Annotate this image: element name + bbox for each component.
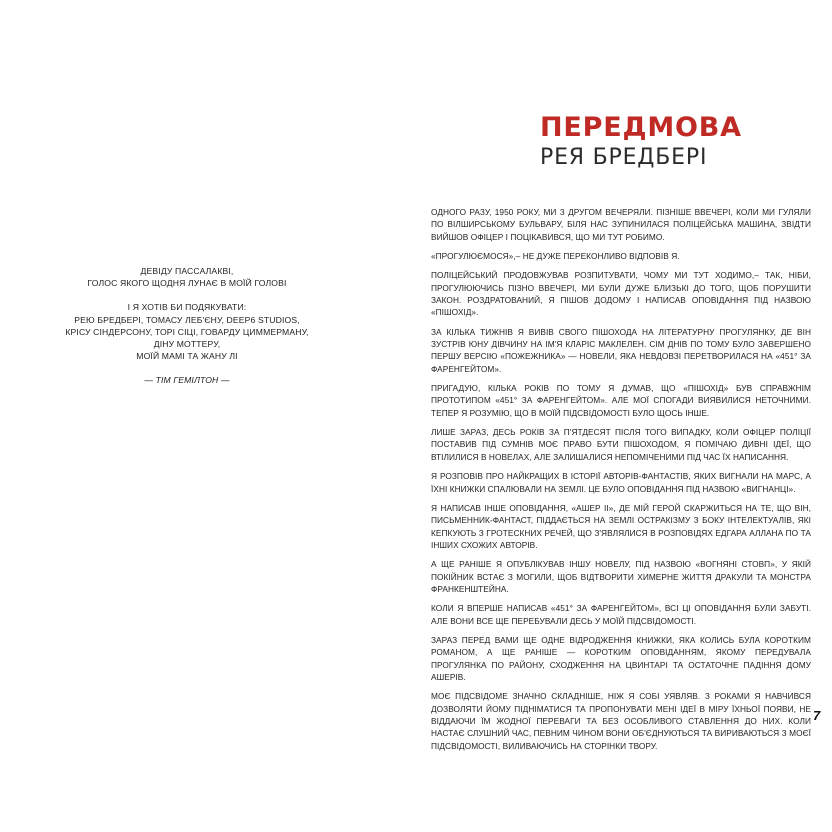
preface-paragraph: ЗАРАЗ ПЕРЕД ВАМИ ЩЕ ОДНЕ ВІДРОДЖЕННЯ КНИЖКИ, ЯКА КОЛИСЬ БУЛА КОРОТКИМ РОМАНОМ, А ЩЕ РАНІШЕ — КОРОТКИМ ОПОВІДАННЯМ, ЯКОМУ ПЕРЕДУВАЛА ПРОГУЛЯНКА ПО РАЙОНУ, СХОДЖЕННЯ НА ЦВИНТАРІ ТА ОСТАТОЧНЕ ПАДІННЯ ДОМУ АШЕРІВ. [431,634,811,682]
page-number: 7 [813,708,821,723]
acknowledgement-line: КРІСУ СІНДЕРСОНУ, ТОРІ СІЦІ, ГОВАРДУ ЦИММЕРМАНУ, [65,326,309,337]
preface-paragraph: ЛИШЕ ЗАРАЗ, ДЕСЬ РОКІВ ЗА П'ЯТДЕСЯТ ПІСЛЯ ТОГО ВИПАДКУ, КОЛИ ОФІЦЕР ПОЛІЦІЇ ПОСТАВИВ ПІД СУМНІВ МОЄ ПРАВО БУТИ ПІШОХОДОМ, Я ПОМІЧАЮ ДИВНІ ІДЕЇ, ЩО ВТІЛИЛИСЯ В НОВЕЛАХ, АЛЕ ЗАЛИШАЛИСЯ НЕПОМІЧЕНИМИ ПІД ЧАС ЇХ НАПИСАННЯ. [431,427,811,462]
acknowledgement-line: ДІНУ МОТТЕРУ, [153,339,221,350]
acknowledgement-line: І Я ХОТІВ БИ ПОДЯКУВАТИ: [127,302,247,313]
preface-paragraph: «ПРОГУЛЮЄМОСЯ»,– НЕ ДУЖЕ ПЕРЕКОНЛИВО ВІДПОВІВ Я. [431,251,680,262]
preface-paragraph: КОЛИ Я ВПЕРШЕ НАПИСАВ «451° ЗА ФАРЕНГЕЙТОМ», ВСІ ЦІ ОПОВІДАННЯ БУЛИ ЗАБУТІ. АЛЕ ВОНИ ВСЕ ЩЕ ПЕРЕБУВАЛИ ДЕСЬ У МОЇЙ ПІДСВІДОМОСТІ. [431,603,811,626]
preface-paragraph: Я НАПИСАВ ІНШЕ ОПОВІДАННЯ, «АШЕР ІІ», ДЕ МІЙ ГЕРОЙ СКАРЖИТЬСЯ НА ТЕ, ЩО ВІН, ПИСЬМЕННИК-ФАНТАСТ, ПІДДАЄТЬСЯ НА ЗЕМЛІ ОСТРАКІЗМУ З БОКУ ІНТЕЛЕКТУАЛІВ, ЯКІ КЕПКУЮТЬ З ГРОТЕСКНИХ РЕЧЕЙ, ЩО З'ЯВЛЯЛИСЯ В РОЗПОВІДЯХ ЕДГАРА АЛЛАНА ПО ТА ІНШИХ СХОЖИХ АВТОРІВ. [431,502,811,550]
dedication-spacer [32,289,342,301]
preface-paragraph: МОЄ ПІДСВІДОМЕ ЗНАЧНО СКЛАДНІШЕ, НІЖ Я СОБІ УЯВЛЯВ. З РОКАМИ Я НАВЧИВСЯ ДОЗВОЛЯТИ ЙОМУ ПІДНІМАТИСЯ ТА ПРОПОНУВАТИ МЕНІ ІДЕЇ В МІРУ ЇХНЬОЇ ПОЯВИ, НЕ ВІДДАЮЧИ ЇМ ЖОДНОЇ ПЕРЕВАГИ ТА БЕЗ ОСОБЛИВОГО СТАВЛЕННЯ ДО НИХ. КОЛИ НАСТАЄ СЛУШНИЙ ЧАС, ПЕВНИМ ЧИНОМ ВОНИ ОБ'ЄДНУЮТЬСЯ ТА ВИРИВАЮТЬСЯ З МОЄЇ ПІДСВІДОМОСТІ, ВИЛИВАЮЧИСЬ НА СТОРІНКИ ТВОРУ. [431,691,811,751]
author-signature: — ТІМ ГЕМІЛТОН — [144,375,230,386]
preface-subtitle: РЕЯ БРЕДБЕРІ [540,145,708,170]
acknowledgement-line: РЕЮ БРЕДБЕРІ, ТОМАСУ ЛЕБ'ЄНУ, DEEP6 STUDIOS, [74,314,300,325]
preface-body [431,206,811,759]
preface-paragraph: ЗА КІЛЬКА ТИЖНІВ Я ВИВІВ СВОГО ПІШОХОДА НА ЛІТЕРАТУРНУ ПРОГУЛЯНКУ, ДЕ ВІН ЗУСТРІВ ЮНУ ДІВЧИНУ НА ІМ'Я КЛАРІС МАКЛЕЛЕН. СІМ ДНІВ ПО ТОМУ БУЛО ЗАВЕРШЕНО ПЕРШУ ВЕРСІЮ «ПОЖЕЖНИКА» — НОВЕЛИ, ЯКА НЕВДОВЗІ ПЕРЕТВОРИЛАСЯ НА «451° ЗА ФАРЕНГЕЙТОМ». [431,326,811,374]
dedication-line: ДЕВІДУ ПАССАЛАКВІ, [140,266,234,276]
preface-paragraph: Я РОЗПОВІВ ПРО НАЙКРАЩИХ В ІСТОРІЇ АВТОРІВ-ФАНТАСТІВ, ЯКИХ ВИГНАЛИ НА МАРС, А ЇХНІ КНИЖКИ СПАЛЮВАЛИ НА ЗЕМЛІ. ЦЕ БУЛО ОПОВІДАННЯ ПІД НАЗВОЮ «ВИГНАНЦІ». [431,471,811,494]
preface-paragraph: ПРИГАДУЮ, КІЛЬКА РОКІВ ПО ТОМУ Я ДУМАВ, ЩО «ПІШОХІД» БУВ СПРАВЖНІМ ПРОТОТИПОМ «451° ЗА ФАРЕНГЕЙТОМ». АЛЕ МОЇ СПОГАДИ ВИЯВИЛИСЯ НЕТОЧНИМИ. ТЕПЕР Я РОЗУМІЮ, ЩО В МОЇЙ ПІДСВІДОМОСТІ БУЛО ЩОСЬ ІНШЕ. [431,383,811,418]
preface-paragraph: ОДНОГО РАЗУ, 1950 РОКУ, МИ З ДРУГОМ ВЕЧЕРЯЛИ. ПІЗНІШЕ ВВЕЧЕРІ, КОЛИ МИ ГУЛЯЛИ ПО ВІЛШИРСЬКОМУ БУЛЬВАРУ, БІЛЯ НАС ЗУПИНИЛАСЯ ПОЛІЦЕЙСЬКА МАШИНА, ЗВІДТИ ВИЙШОВ ОФІЦЕР І ПОЦІКАВИВСЯ, ЩО МИ ТУТ РОБИМО. [431,207,811,242]
preface-paragraph: ПОЛІЦЕЙСЬКИЙ ПРОДОВЖУВАВ РОЗПИТУВАТИ, ЧОМУ МИ ТУТ ХОДИМО,– ТАК, НІБИ, ПРОГУЛЮЮЧИСЬ ПІЗНО ВВЕЧЕРІ, МИ БУЛИ ДУЖЕ БЛИЗЬКІ ДО ТОГО, ЩОБ ПОРУШИТИ ЗАКОН. РОЗДРАТОВАНИЙ, Я ПІШОВ ДОДОМУ І НАПИСАВ ОПОВІДАННЯ ПІД НАЗВОЮ «ПІШОХІД». [431,270,811,318]
preface-paragraph: А ЩЕ РАНІШЕ Я ОПУБЛІКУВАВ ІНШУ НОВЕЛУ, ПІД НАЗВОЮ «ВОГНЯНІ СТОВП», У ЯКІЙ ПОКІЙНИК ВСТАЄ З МОГИЛИ, ЩОБ ВІДТВОРИТИ ХИМЕРНЕ ЖИТТЯ ДРАКУЛИ ТА МОНСТРА ФРАНКЕНШТЕЙНА. [431,559,811,594]
dedication-line: ГОЛОС ЯКОГО ЩОДНЯ ЛУНАЄ В МОЇЙ ГОЛОВІ [87,278,287,289]
acknowledgement-line: МОЇЙ МАМІ ТА ЖАНУ ЛІ [136,351,238,362]
preface-title: ПЕРЕДМОВА [540,112,742,143]
dedication-block [32,265,342,387]
